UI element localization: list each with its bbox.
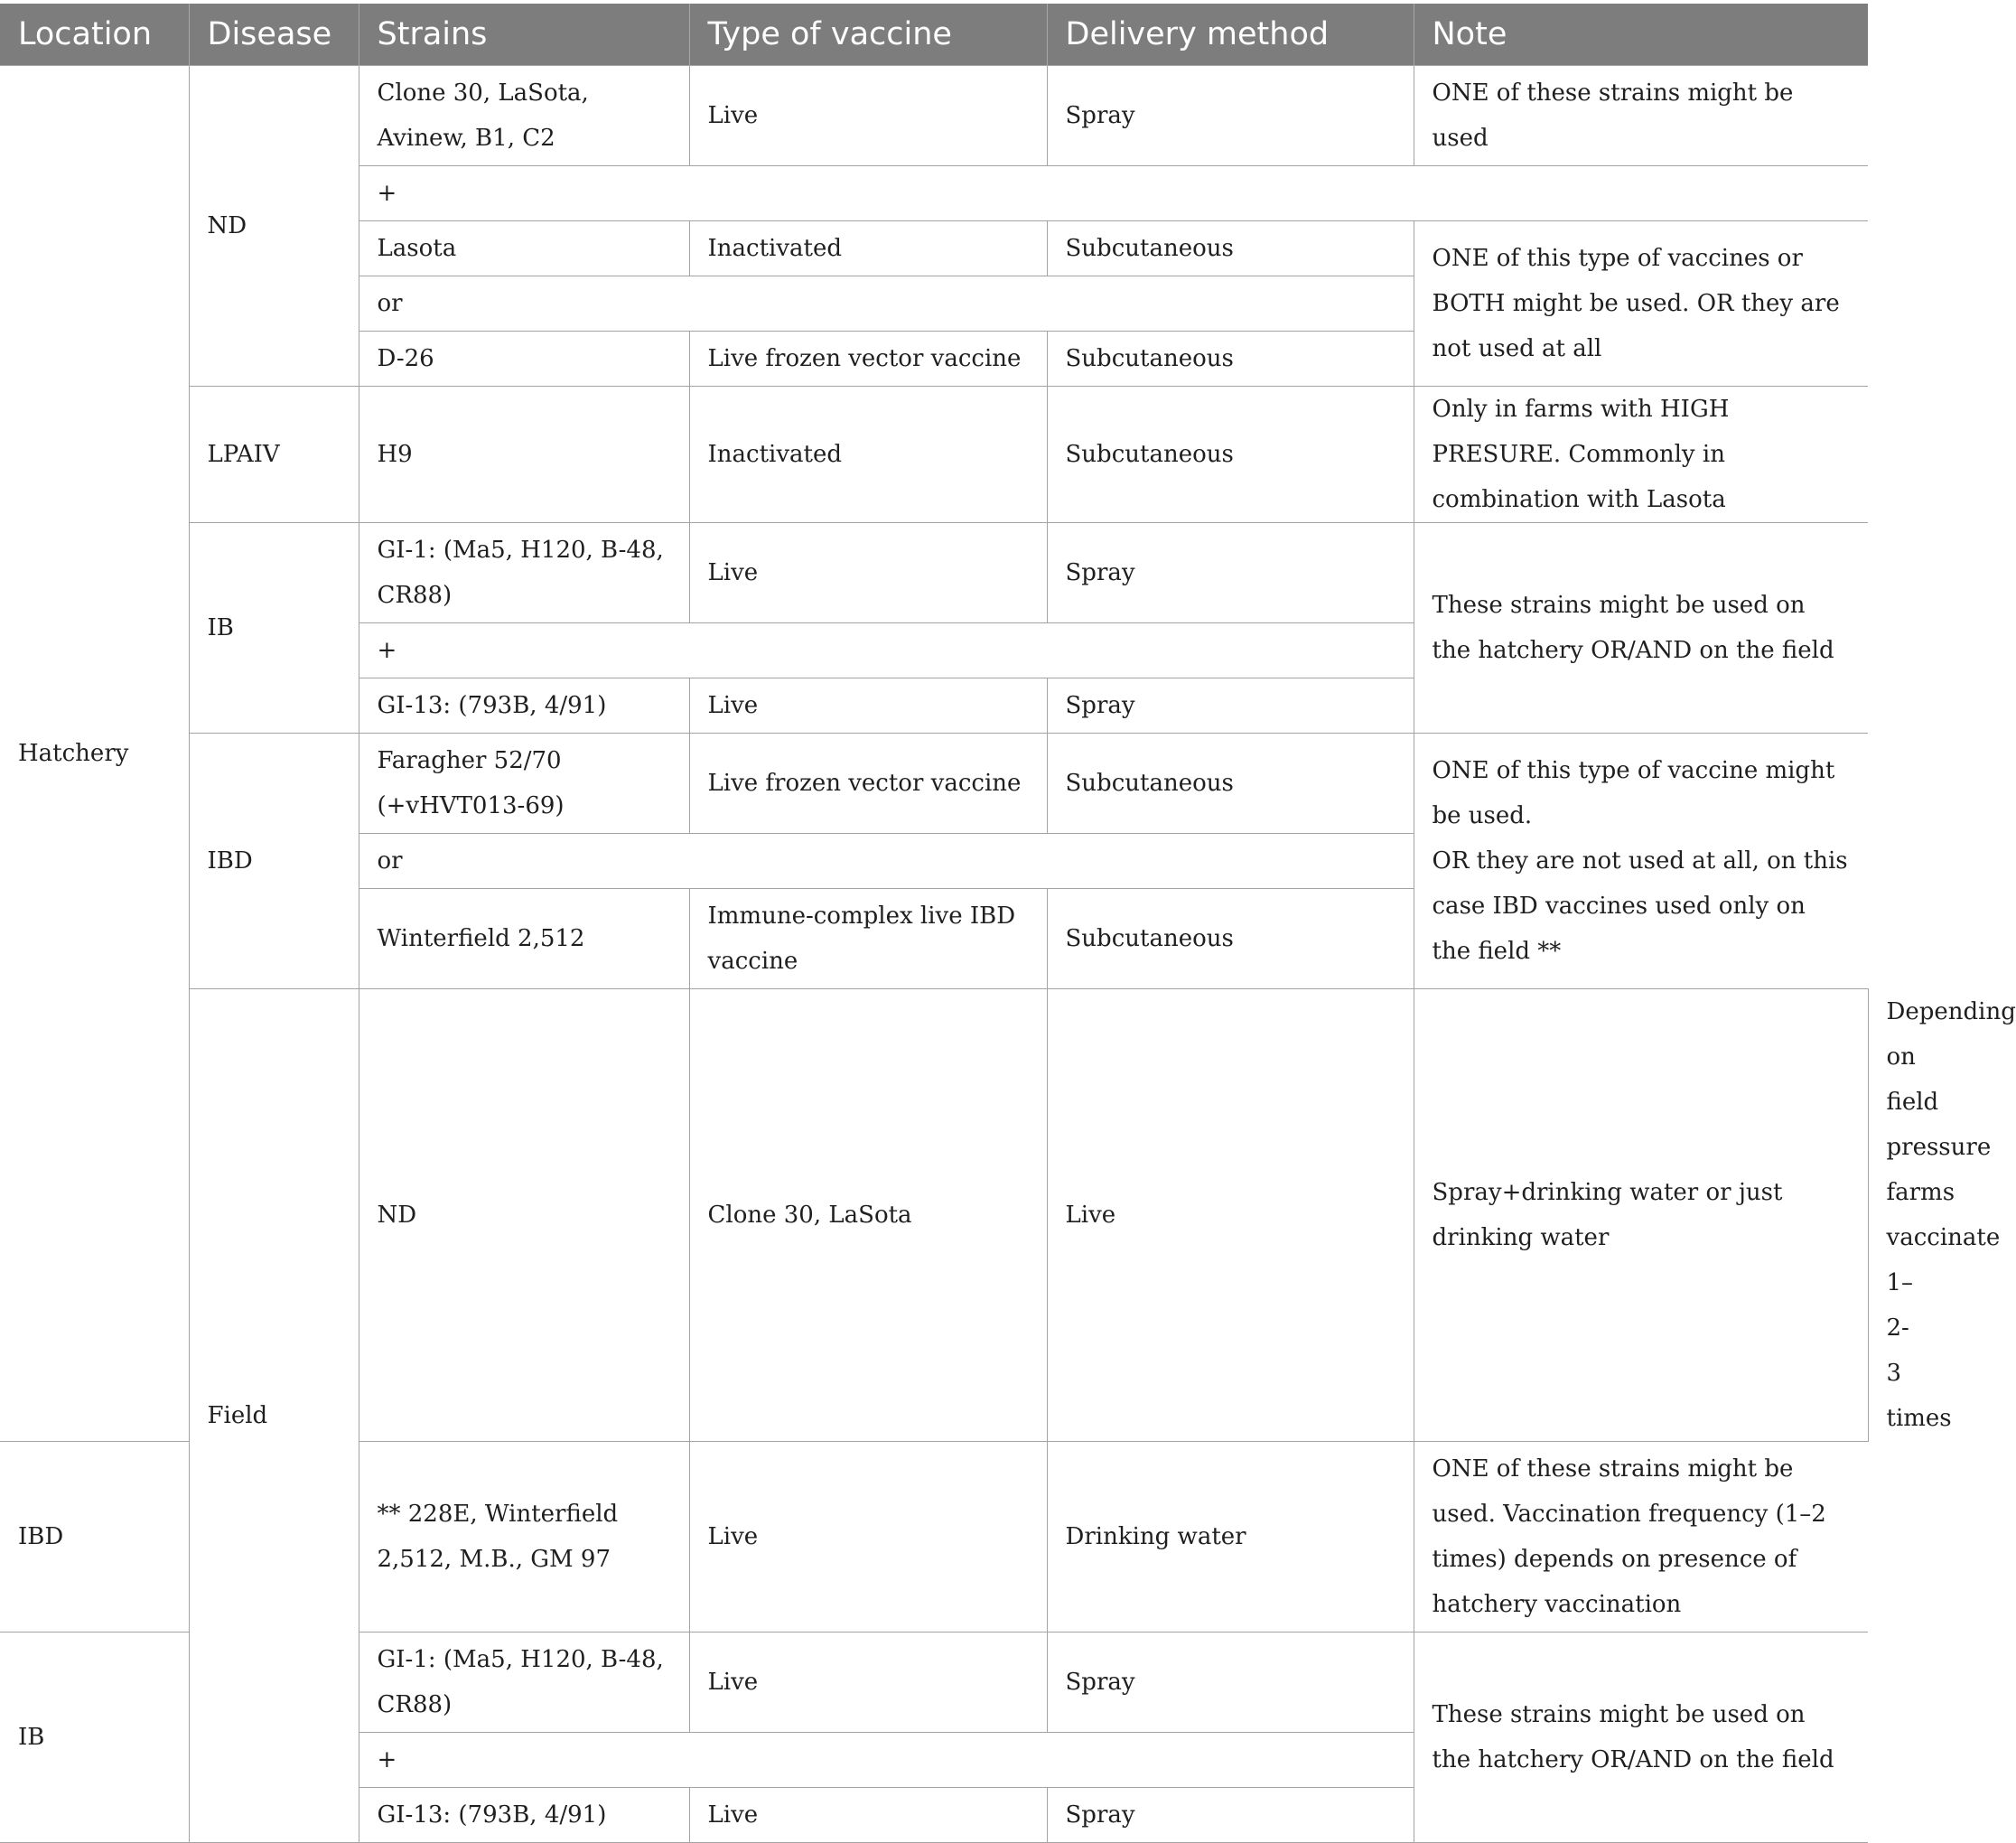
location-cell: Field bbox=[189, 989, 359, 1843]
disease-cell: LPAIV bbox=[189, 387, 359, 523]
location-cell: Hatchery bbox=[0, 66, 189, 1442]
note-line: OR they are not used at all, on this case IBD vaccines used only on the field ** bbox=[1432, 847, 1848, 965]
type-cell: Inactivated bbox=[689, 387, 1047, 523]
strains-cell: Lasota bbox=[359, 221, 689, 276]
table-row bbox=[0, 66, 1868, 166]
note-cell: ONE of this type of vaccines or BOTH might be used. OR they are not used at all bbox=[1414, 221, 1868, 387]
delivery-cell: Spray+drinking water or just drinking water bbox=[1414, 989, 1868, 1442]
header-strains: Strains bbox=[359, 4, 689, 66]
strains-cell: Clone 30, LaSota, Avinew, B1, C2 bbox=[359, 66, 689, 166]
type-cell: Immune-complex live IBD vaccine bbox=[689, 889, 1047, 989]
strains-cell: D-26 bbox=[359, 332, 689, 387]
table-row: Field ND Clone 30, LaSota Live Spray+drinking water or just drinking water Depending on field pressure farms vaccinate 1–2-3 times bbox=[0, 989, 1868, 1442]
delivery-cell: Drinking water bbox=[1047, 1442, 1414, 1633]
type-cell: Live frozen vector vaccine bbox=[689, 734, 1047, 834]
header-disease: Disease bbox=[189, 4, 359, 66]
disease-cell: IB bbox=[189, 523, 359, 734]
note-cell: These strains might be used on the hatchery OR/AND on the field bbox=[1414, 523, 1868, 734]
strains-cell: GI-13: (793B, 4/91) bbox=[359, 1788, 689, 1843]
delivery-cell: Spray bbox=[1047, 1788, 1414, 1843]
connector-cell: + bbox=[359, 1733, 1414, 1788]
note-line: ONE of this type of vaccine might be used. bbox=[1432, 757, 1835, 829]
connector-cell: or bbox=[359, 276, 1414, 332]
strains-cell: H9 bbox=[359, 387, 689, 523]
header-delivery: Delivery method bbox=[1047, 4, 1414, 66]
header-location: Location bbox=[0, 4, 189, 66]
delivery-cell: Subcutaneous bbox=[1047, 889, 1414, 989]
note-cell bbox=[1414, 734, 1868, 989]
delivery-cell: Spray bbox=[1047, 66, 1414, 166]
strains-cell: GI-13: (793B, 4/91) bbox=[359, 678, 689, 734]
note-cell: ONE of these strains might be used. Vaccination frequency (1–2 times) depends on presence of hatchery vaccination bbox=[1414, 1442, 1868, 1633]
strains-cell: GI-1: (Ma5, H120, B-48, CR88) bbox=[359, 1633, 689, 1733]
note-cell: ONE of these strains might be used bbox=[1414, 66, 1868, 166]
type-cell: Live bbox=[689, 1442, 1047, 1633]
type-cell: Live bbox=[689, 678, 1047, 734]
strains-cell: GI-1: (Ma5, H120, B-48, CR88) bbox=[359, 523, 689, 623]
disease-cell: IBD bbox=[189, 734, 359, 989]
type-cell: Live bbox=[689, 1788, 1047, 1843]
connector-cell: + bbox=[359, 623, 1414, 678]
header-row bbox=[0, 4, 1868, 66]
delivery-cell: Spray bbox=[1047, 1633, 1414, 1733]
connector-cell: or bbox=[359, 834, 1414, 889]
strains-cell: Faragher 52/70 (+vHVT013-69) bbox=[359, 734, 689, 834]
type-cell: Live bbox=[689, 66, 1047, 166]
delivery-cell: Spray bbox=[1047, 678, 1414, 734]
table-row bbox=[0, 523, 1868, 623]
table-row bbox=[0, 387, 1868, 523]
disease-cell: IBD bbox=[0, 1442, 189, 1633]
note-cell: Only in farms with HIGH PRESURE. Commonly in combination with Lasota bbox=[1414, 387, 1868, 523]
delivery-cell: Subcutaneous bbox=[1047, 221, 1414, 276]
strains-cell: Winterfield 2,512 bbox=[359, 889, 689, 989]
disease-cell: ND bbox=[189, 66, 359, 387]
vaccination-table bbox=[0, 4, 2016, 1843]
note-cell: These strains might be used on the hatchery OR/AND on the field bbox=[1414, 1633, 1868, 1843]
delivery-cell: Subcutaneous bbox=[1047, 332, 1414, 387]
strains-cell: ** 228E, Winterfield 2,512, M.B., GM 97 bbox=[359, 1442, 689, 1633]
delivery-cell: Spray bbox=[1047, 523, 1414, 623]
table-row bbox=[0, 734, 1868, 834]
type-cell: Live frozen vector vaccine bbox=[689, 332, 1047, 387]
type-cell: Inactivated bbox=[689, 221, 1047, 276]
delivery-cell: Subcutaneous bbox=[1047, 387, 1414, 523]
strains-cell: Clone 30, LaSota bbox=[689, 989, 1047, 1442]
delivery-cell: Subcutaneous bbox=[1047, 734, 1414, 834]
type-cell: Live bbox=[1047, 989, 1414, 1442]
connector-cell: + bbox=[359, 166, 1868, 221]
disease-cell: IB bbox=[0, 1633, 189, 1843]
header-note: Note bbox=[1414, 4, 1868, 66]
header-type: Type of vaccine bbox=[689, 4, 1047, 66]
type-cell: Live bbox=[689, 523, 1047, 623]
disease-cell: ND bbox=[359, 989, 689, 1442]
type-cell: Live bbox=[689, 1633, 1047, 1733]
